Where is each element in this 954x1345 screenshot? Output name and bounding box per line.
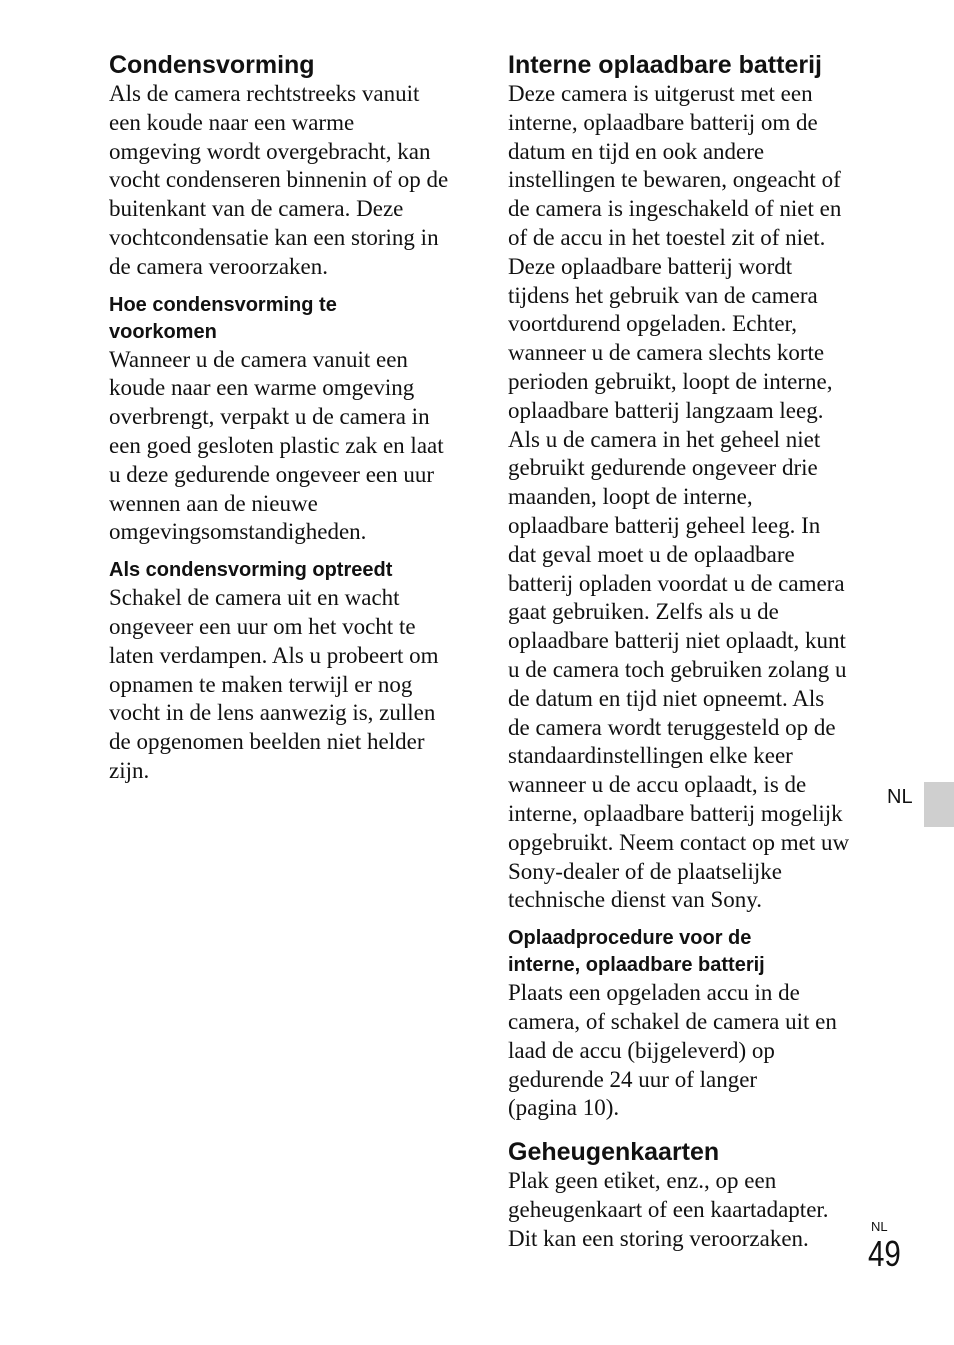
language-tab bbox=[924, 782, 954, 827]
language-tab-label: NL bbox=[887, 786, 913, 808]
memory-heading: Geheugenkaarten bbox=[508, 1138, 720, 1167]
battery-heading: Interne oplaadbare batterij bbox=[508, 51, 822, 79]
occurs-heading: Als condensvorming optreedt bbox=[109, 559, 393, 582]
charging-heading: Oplaadprocedure voor de interne, oplaadbare batterij bbox=[508, 927, 765, 977]
prevent-heading: Hoe condensvorming te voorkomen bbox=[109, 293, 337, 343]
occurs-text: Schakel de camera uit en wacht ongeveer een uur om het vocht te laten verdampen. Als u probeert om opnamen te maken terwijl er nog vocht in de lens aanwezig is, zullen de opgenomen beelden niet helder zijn. bbox=[109, 585, 439, 783]
page-number: 49 bbox=[868, 1233, 901, 1274]
left-column bbox=[109, 50, 461, 786]
right-column bbox=[508, 50, 860, 1253]
prevent-text: Wanneer u de camera vanuit een koude naar een warme omgeving overbrengt, verpakt u de camera in een goed gesloten plastic zak en laat u deze gedurende ongeveer een uur wennen aan de nieuwe omgevingsomstandigheden. bbox=[109, 346, 444, 545]
condensation-heading: Condensvorming bbox=[109, 51, 315, 79]
footer-language: NL bbox=[871, 1219, 888, 1234]
condensation-text: Als de camera rechtstreeks vanuit een koude naar een warme omgeving wordt overgebracht, kan vocht condenseren binnenin of op de buitenkant van de camera. Deze vochtcondensatie kan een storing in de camera veroorzaken. bbox=[109, 81, 449, 279]
battery-text: Deze camera is uitgerust met een interne, oplaadbare batterij om de datum en tijd en ook andere instellingen te bewaren, ongeacht of de camera is ingeschakeld of niet en of de accu in het toestel zit of niet. Deze oplaadbare batterij wordt tijdens het gebruik van de camera voortdurend opgeladen. Echter, wanneer u de camera slechts korte perioden gebruikt, loopt de interne, oplaadbare batterij langzaam leeg. Als u de camera in het geheel niet gebruikt gedurende ongeveer drie maanden, loopt de interne, oplaadbare batterij geheel leeg. In dat geval moet u de oplaadbare batterij opladen voordat u de camera gaat gebruiken. Zelfs als u de oplaadbare batterij niet oplaadt, kunt u de camera toch gebruiken zolang u de datum en tijd niet opneemt. Als de camera wordt teruggesteld op de standaardinstellingen elke keer wanneer u de accu oplaadt, is de interne, oplaadbare batterij mogelijk opgebruikt. Neem contact op met uw Sony-dealer of de plaatselijke technische dienst van Sony. bbox=[508, 81, 850, 913]
charging-text: Plaats een opgeladen accu in de camera, of schakel de camera uit en laad de accu (bijgeleverd) op gedurende 24 uur of langer (pagina 10). bbox=[508, 980, 837, 1121]
memory-text: Plak geen etiket, enz., op een geheugenkaart of een kaartadapter. Dit kan een storing veroorzaken. bbox=[508, 1168, 829, 1251]
